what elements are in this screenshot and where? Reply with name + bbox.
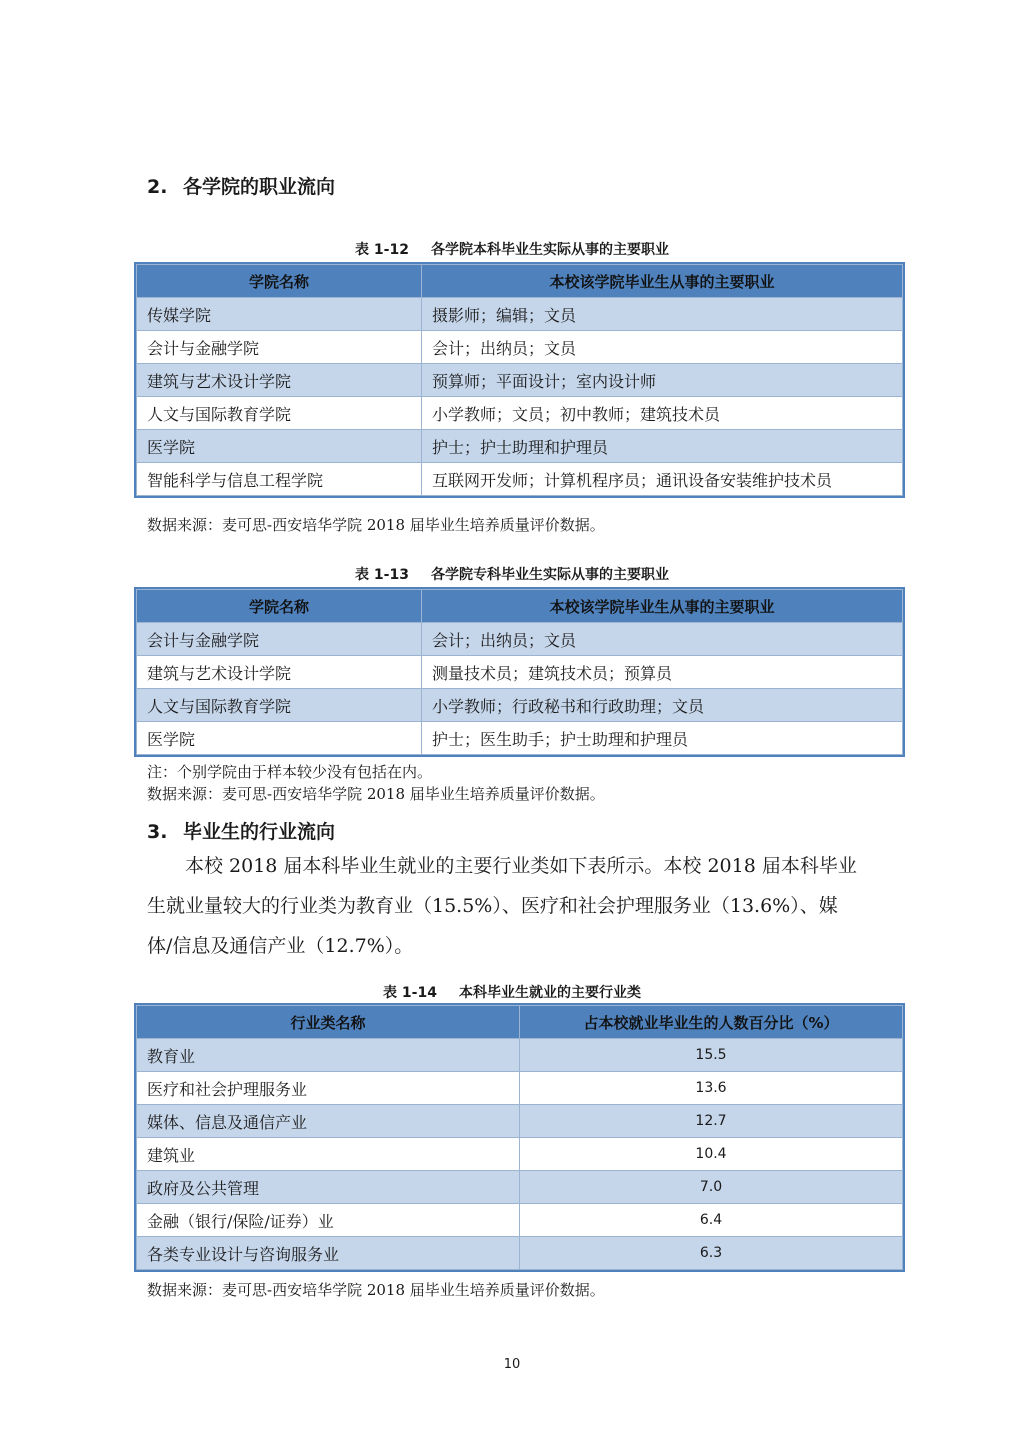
table-cell: 护士；医生助手；护士助理和护理员 — [422, 722, 903, 755]
table-row — [137, 1237, 903, 1270]
table-cell: 政府及公共管理 — [137, 1171, 520, 1204]
table-row — [137, 298, 903, 331]
table-cell: 教育业 — [137, 1039, 520, 1072]
table-row — [137, 623, 903, 656]
table-row — [137, 1204, 903, 1237]
table-note: 注：个别学院由于样本较少没有包括在内。 — [147, 763, 433, 781]
table-cell: 建筑与艺术设计学院 — [137, 364, 422, 397]
table-cell: 小学教师；行政秘书和行政助理；文员 — [422, 689, 903, 722]
section-number: 2. — [147, 176, 168, 198]
table-row — [137, 1138, 903, 1171]
table-cell: 医学院 — [137, 722, 422, 755]
table-cell: 护士；护士助理和护理员 — [422, 430, 903, 463]
column-header: 学院名称 — [137, 590, 422, 623]
table-cell: 建筑业 — [137, 1138, 520, 1171]
table-cell: 人文与国际教育学院 — [137, 397, 422, 430]
table-row — [137, 397, 903, 430]
table-cell: 测量技术员；建筑技术员；预算员 — [422, 656, 903, 689]
table-row — [137, 689, 903, 722]
table-cell: 会计与金融学院 — [137, 331, 422, 364]
table-row — [137, 463, 903, 496]
table-cell: 预算师；平面设计；室内设计师 — [422, 364, 903, 397]
table-header-row — [137, 1006, 903, 1039]
table-cell: 会计；出纳员；文员 — [422, 623, 903, 656]
column-header: 行业类名称 — [137, 1006, 520, 1039]
table-1-12 — [136, 264, 903, 496]
table-caption — [0, 982, 1024, 1002]
table-row — [137, 656, 903, 689]
table-cell: 会计与金融学院 — [137, 623, 422, 656]
paragraph-line: 生就业量较大的行业类为教育业（15.5%）、医疗和社会护理服务业（13.6%）、媒 — [147, 895, 838, 917]
table-cell-value: 12.7 — [520, 1105, 903, 1138]
table-header-row — [137, 265, 903, 298]
table-cell: 互联网开发师；计算机程序员；通讯设备安装维护技术员 — [422, 463, 903, 496]
table-caption-title: 各学院本科毕业生实际从事的主要职业 — [430, 242, 669, 258]
paragraph-line: 体/信息及通信产业（12.7%）。 — [147, 935, 414, 957]
column-header: 占本校就业毕业生的人数百分比（%） — [520, 1006, 903, 1039]
table-cell: 医疗和社会护理服务业 — [137, 1072, 520, 1105]
table-row — [137, 364, 903, 397]
table-cell-value: 13.6 — [520, 1072, 903, 1105]
table-header-row — [137, 590, 903, 623]
table-cell-value: 7.0 — [520, 1171, 903, 1204]
table-cell: 人文与国际教育学院 — [137, 689, 422, 722]
section-title: 各学院的职业流向 — [183, 176, 336, 198]
table-row — [137, 430, 903, 463]
page-number: 10 — [503, 1357, 521, 1372]
table-cell: 媒体、信息及通信产业 — [137, 1105, 520, 1138]
table-1-14 — [136, 1005, 903, 1270]
table-caption-title: 各学院专科毕业生实际从事的主要职业 — [430, 567, 669, 583]
section-title: 毕业生的行业流向 — [183, 821, 336, 843]
table-row — [137, 1072, 903, 1105]
column-header: 本校该学院毕业生从事的主要职业 — [422, 590, 903, 623]
table-row — [137, 722, 903, 755]
data-source-note: 数据来源：麦可思-西安培华学院 2018 届毕业生培养质量评价数据。 — [147, 785, 605, 803]
table-row — [137, 1171, 903, 1204]
section-heading-2 — [147, 172, 335, 199]
table-row — [137, 331, 903, 364]
table-caption — [0, 564, 1024, 584]
table-cell: 摄影师；编辑；文员 — [422, 298, 903, 331]
table-caption-title: 本科毕业生就业的主要行业类 — [458, 985, 641, 1001]
table-caption-number: 表 1-12 — [355, 242, 409, 258]
data-source-note: 数据来源：麦可思-西安培华学院 2018 届毕业生培养质量评价数据。 — [147, 1281, 605, 1299]
table-cell: 传媒学院 — [137, 298, 422, 331]
table-cell: 金融（银行/保险/证券）业 — [137, 1204, 520, 1237]
table-cell-value: 10.4 — [520, 1138, 903, 1171]
table-cell-value: 6.3 — [520, 1237, 903, 1270]
body-paragraph — [147, 846, 907, 966]
table-caption-number: 表 1-14 — [383, 985, 437, 1001]
section-heading-3 — [147, 817, 335, 844]
table-cell-value: 6.4 — [520, 1204, 903, 1237]
table-cell: 会计；出纳员；文员 — [422, 331, 903, 364]
table-1-13 — [136, 589, 903, 755]
table-caption-number: 表 1-13 — [355, 567, 409, 583]
column-header: 学院名称 — [137, 265, 422, 298]
column-header: 本校该学院毕业生从事的主要职业 — [422, 265, 903, 298]
table-row — [137, 1039, 903, 1072]
table-caption — [0, 239, 1024, 259]
table-cell-value: 15.5 — [520, 1039, 903, 1072]
table-cell: 智能科学与信息工程学院 — [137, 463, 422, 496]
data-source-note: 数据来源：麦可思-西安培华学院 2018 届毕业生培养质量评价数据。 — [147, 516, 605, 534]
paragraph-line: 本校 2018 届本科毕业生就业的主要行业类如下表所示。本校 2018 届本科毕业 — [185, 855, 857, 877]
table-row — [137, 1105, 903, 1138]
table-cell: 各类专业设计与咨询服务业 — [137, 1237, 520, 1270]
table-cell: 建筑与艺术设计学院 — [137, 656, 422, 689]
section-number: 3. — [147, 821, 168, 843]
table-cell: 小学教师；文员；初中教师；建筑技术员 — [422, 397, 903, 430]
table-cell: 医学院 — [137, 430, 422, 463]
